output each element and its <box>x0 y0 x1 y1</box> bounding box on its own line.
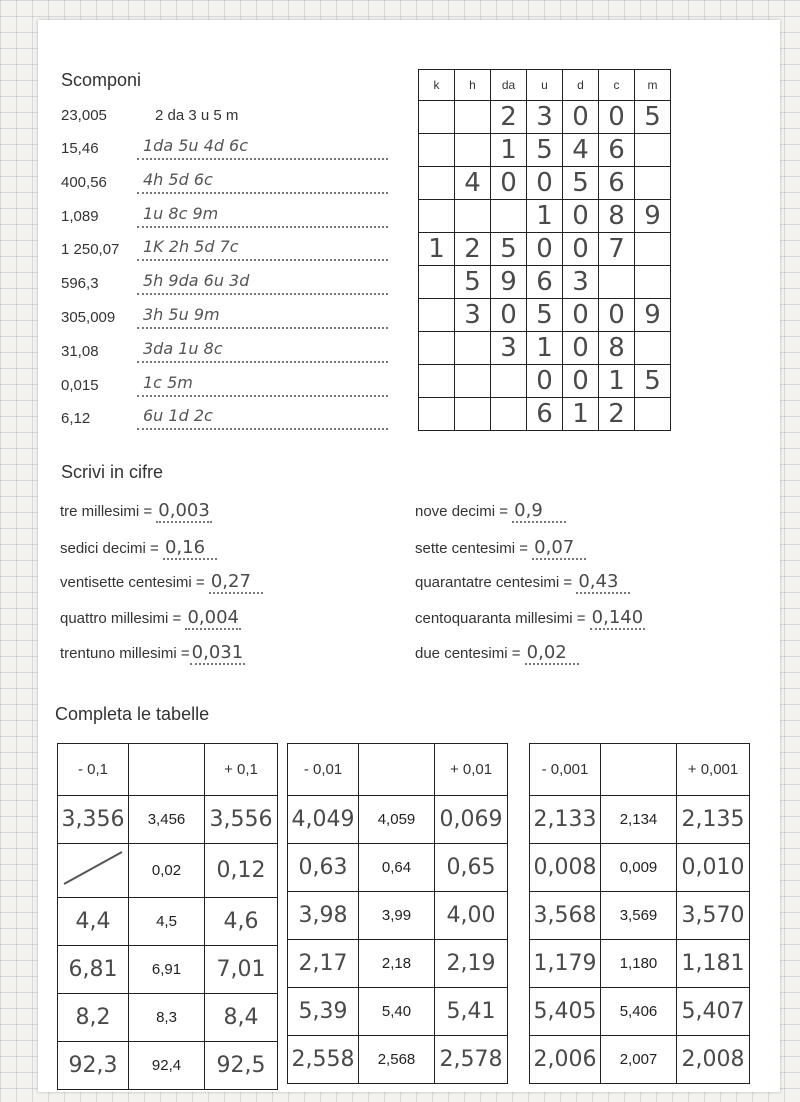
blank-header <box>601 744 677 796</box>
write-label: centoquaranta millesimi = <box>415 610 590 627</box>
scrivi-title: Scrivi in cifre <box>61 462 164 482</box>
table-row <box>288 988 508 1036</box>
given-value: 3,569 <box>601 892 677 940</box>
place-digit: 1 <box>527 200 563 233</box>
minus-value: 0,008 <box>530 844 601 892</box>
place-digit: 9 <box>491 266 527 299</box>
plus-value: 1,181 <box>677 940 750 988</box>
table-row <box>58 796 278 844</box>
decompose-number: 6,12 <box>61 410 91 428</box>
write-label: quarantatre centesimi = <box>415 574 577 591</box>
plus-value: 8,4 <box>205 994 278 1042</box>
plus-value: 5,41 <box>435 988 508 1036</box>
decompose-answer: 1c 5m <box>137 373 388 397</box>
write-left-row <box>60 571 263 594</box>
place-header-d: d <box>563 70 599 101</box>
table-row <box>58 994 278 1042</box>
place-digit: 0 <box>527 233 563 266</box>
place-row <box>419 299 671 332</box>
place-digit: 0 <box>599 101 635 134</box>
plus-value: 0,12 <box>205 844 278 898</box>
place-digit <box>635 134 671 167</box>
plus-value: 0,65 <box>435 844 508 892</box>
place-digit <box>419 134 455 167</box>
minus-value: 0,63 <box>288 844 359 892</box>
place-row <box>419 398 671 431</box>
place-digit <box>491 398 527 431</box>
given-value: 0,009 <box>601 844 677 892</box>
table-row <box>530 1036 750 1084</box>
plus-header: + 0,1 <box>205 744 278 796</box>
minus-value: 2,17 <box>288 940 359 988</box>
place-digit <box>419 299 455 332</box>
place-digit <box>491 200 527 233</box>
table-row <box>530 940 750 988</box>
plus-value: 2,19 <box>435 940 508 988</box>
place-row <box>419 200 671 233</box>
place-digit: 5 <box>455 266 491 299</box>
minus-value: 2,006 <box>530 1036 601 1084</box>
blank-header <box>359 744 435 796</box>
plus-value: 2,008 <box>677 1036 750 1084</box>
given-value: 4,5 <box>129 898 205 946</box>
write-answer: 0,07 <box>532 537 586 560</box>
decompose-number: 596,3 <box>61 275 99 293</box>
minus-value: 2,133 <box>530 796 601 844</box>
given-value: 2,134 <box>601 796 677 844</box>
minus-value: 3,568 <box>530 892 601 940</box>
place-row <box>419 365 671 398</box>
minus-header: - 0,001 <box>530 744 601 796</box>
write-label: nove decimi = <box>415 503 513 520</box>
given-value: 1,180 <box>601 940 677 988</box>
place-digit: 3 <box>527 101 563 134</box>
minus-value: 8,2 <box>58 994 129 1042</box>
write-right-row <box>415 500 566 523</box>
place-header-h: h <box>455 70 491 101</box>
place-digit <box>455 101 491 134</box>
place-digit <box>419 167 455 200</box>
write-right-row <box>415 571 630 594</box>
write-label: due centesimi = <box>415 645 525 662</box>
decompose-answer: 4h 5d 6c <box>137 170 388 194</box>
decompose-number: 31,08 <box>61 342 99 360</box>
minus-value: 5,405 <box>530 988 601 1036</box>
minus-value: 3,98 <box>288 892 359 940</box>
plus-value: 2,135 <box>677 796 750 844</box>
decompose-answer: 3da 1u 8c <box>137 339 388 363</box>
place-digit: 2 <box>455 233 491 266</box>
place-digit <box>419 365 455 398</box>
minus-value: 4,4 <box>58 898 129 946</box>
place-digit: 0 <box>599 299 635 332</box>
table-row <box>288 892 508 940</box>
place-digit: 0 <box>563 299 599 332</box>
write-answer: 0,9 <box>512 500 566 523</box>
decompose-answer: 3h 5u 9m <box>137 305 388 329</box>
given-value: 2,568 <box>359 1036 435 1084</box>
place-row <box>419 167 671 200</box>
minus-value: 6,81 <box>58 946 129 994</box>
write-label: trentuno millesimi = <box>60 645 190 662</box>
minus-value <box>58 844 129 898</box>
plus-value: 3,570 <box>677 892 750 940</box>
plus-value: 5,407 <box>677 988 750 1036</box>
place-header-da: da <box>491 70 527 101</box>
place-digit: 3 <box>491 332 527 365</box>
place-digit: 1 <box>563 398 599 431</box>
table-row <box>58 946 278 994</box>
place-digit <box>455 200 491 233</box>
completa-title: Completa le tabelle <box>55 704 210 724</box>
example-number: 23,005 <box>61 107 107 124</box>
decompose-answer: 6u 1d 2c <box>137 406 388 430</box>
plus-value: 0,069 <box>435 796 508 844</box>
place-digit <box>419 398 455 431</box>
write-right-row <box>415 607 645 630</box>
place-value-table <box>418 69 671 431</box>
write-right-row <box>415 642 579 665</box>
place-digit: 9 <box>635 299 671 332</box>
place-digit: 1 <box>527 332 563 365</box>
place-digit: 1 <box>419 233 455 266</box>
given-value: 0,64 <box>359 844 435 892</box>
write-answer: 0,004 <box>187 607 239 628</box>
place-row <box>419 134 671 167</box>
write-label: ventisette centesimi = <box>60 574 209 591</box>
place-digit: 5 <box>527 134 563 167</box>
place-digit: 6 <box>527 398 563 431</box>
place-digit <box>635 398 671 431</box>
blank-header <box>129 744 205 796</box>
given-value: 3,99 <box>359 892 435 940</box>
plus-value: 4,00 <box>435 892 508 940</box>
given-value: 2,18 <box>359 940 435 988</box>
decompose-number: 0,015 <box>61 376 99 394</box>
place-header-u: u <box>527 70 563 101</box>
place-digit <box>419 101 455 134</box>
table-row <box>288 940 508 988</box>
place-digit: 0 <box>491 167 527 200</box>
plus-value: 4,6 <box>205 898 278 946</box>
place-digit: 4 <box>563 134 599 167</box>
place-row <box>419 332 671 365</box>
given-value: 6,91 <box>129 946 205 994</box>
plus-value: 2,578 <box>435 1036 508 1084</box>
write-answer: 0,16 <box>163 537 217 560</box>
place-digit: 0 <box>527 167 563 200</box>
add-subtract-table <box>57 743 278 1090</box>
place-digit: 5 <box>491 233 527 266</box>
write-answer: 0,27 <box>209 571 263 594</box>
place-digit: 5 <box>563 167 599 200</box>
table-row <box>58 1042 278 1090</box>
write-label: sedici decimi = <box>60 540 163 557</box>
decompose-number: 15,46 <box>61 140 99 157</box>
place-digit: 2 <box>599 398 635 431</box>
write-answer: 0,43 <box>576 571 630 594</box>
place-digit: 5 <box>635 101 671 134</box>
write-left-row <box>60 642 245 665</box>
plus-header: + 0,001 <box>677 744 750 796</box>
given-value: 92,4 <box>129 1042 205 1090</box>
minus-value: 3,356 <box>58 796 129 844</box>
place-digit: 3 <box>563 266 599 299</box>
place-digit: 0 <box>563 233 599 266</box>
scomponi-title: Scomponi <box>61 70 142 90</box>
write-right-row <box>415 537 586 560</box>
place-digit: 1 <box>491 134 527 167</box>
place-digit: 8 <box>599 332 635 365</box>
plus-value: 7,01 <box>205 946 278 994</box>
place-digit: 6 <box>599 167 635 200</box>
write-label: quattro millesimi = <box>60 610 186 627</box>
table-row <box>288 1036 508 1084</box>
plus-value: 3,556 <box>205 796 278 844</box>
decompose-answer: 5h 9da 6u 3d <box>137 271 388 295</box>
given-value: 8,3 <box>129 994 205 1042</box>
place-digit <box>455 398 491 431</box>
write-answer: 0,02 <box>525 642 579 665</box>
table-row <box>530 844 750 892</box>
given-value: 3,456 <box>129 796 205 844</box>
place-digit <box>635 266 671 299</box>
minus-header: - 0,01 <box>288 744 359 796</box>
write-answer: 0,031 <box>191 642 244 663</box>
decompose-number: 1 250,07 <box>61 241 120 259</box>
minus-header: - 0,1 <box>58 744 129 796</box>
given-value: 5,40 <box>359 988 435 1036</box>
place-row <box>419 233 671 266</box>
place-row <box>419 101 671 134</box>
minus-value: 1,179 <box>530 940 601 988</box>
write-answer: 0,140 <box>591 607 644 628</box>
place-digit: 0 <box>563 200 599 233</box>
decompose-number: 400,56 <box>61 173 107 191</box>
place-digit: 0 <box>563 332 599 365</box>
plus-value: 0,010 <box>677 844 750 892</box>
place-digit: 5 <box>527 299 563 332</box>
place-digit: 0 <box>563 365 599 398</box>
place-digit <box>599 266 635 299</box>
place-digit <box>635 233 671 266</box>
place-digit <box>419 266 455 299</box>
plus-value: 92,5 <box>205 1042 278 1090</box>
place-digit: 3 <box>455 299 491 332</box>
place-digit <box>635 332 671 365</box>
place-digit <box>455 365 491 398</box>
given-value: 4,059 <box>359 796 435 844</box>
place-digit: 6 <box>599 134 635 167</box>
place-row <box>419 266 671 299</box>
given-value: 0,02 <box>129 844 205 898</box>
table-row <box>530 796 750 844</box>
write-left-row <box>60 500 212 523</box>
write-answer: 0,003 <box>158 500 210 521</box>
place-digit: 2 <box>491 101 527 134</box>
place-digit <box>635 167 671 200</box>
place-digit: 0 <box>491 299 527 332</box>
place-digit <box>419 332 455 365</box>
place-digit: 7 <box>599 233 635 266</box>
decompose-answer: 1da 5u 4d 6c <box>137 136 388 160</box>
decompose-number: 305,009 <box>61 309 116 326</box>
table-row <box>58 844 278 898</box>
add-subtract-table <box>287 743 508 1084</box>
place-digit <box>455 332 491 365</box>
write-left-row <box>60 607 241 630</box>
place-digit: 1 <box>599 365 635 398</box>
minus-value: 2,558 <box>288 1036 359 1084</box>
example-answer: 2 da 3 u 5 m <box>155 107 239 124</box>
place-digit <box>419 200 455 233</box>
given-value: 2,007 <box>601 1036 677 1084</box>
table-row <box>288 844 508 892</box>
table-row <box>288 796 508 844</box>
place-digit <box>491 365 527 398</box>
crossed-out-mark <box>58 844 128 891</box>
given-value: 5,406 <box>601 988 677 1036</box>
table-row <box>58 898 278 946</box>
minus-value: 5,39 <box>288 988 359 1036</box>
add-subtract-table <box>529 743 750 1084</box>
place-header-c: c <box>599 70 635 101</box>
minus-value: 92,3 <box>58 1042 129 1090</box>
place-digit: 6 <box>527 266 563 299</box>
place-digit: 0 <box>527 365 563 398</box>
place-header-k: k <box>419 70 455 101</box>
minus-value: 4,049 <box>288 796 359 844</box>
decompose-answer: 1K 2h 5d 7c <box>137 237 388 261</box>
table-row <box>530 892 750 940</box>
place-digit: 4 <box>455 167 491 200</box>
place-digit <box>455 134 491 167</box>
place-digit: 5 <box>635 365 671 398</box>
write-label: sette centesimi = <box>415 540 533 557</box>
place-digit: 9 <box>635 200 671 233</box>
place-header-m: m <box>635 70 671 101</box>
place-digit: 8 <box>599 200 635 233</box>
decompose-answer: 1u 8c 9m <box>137 204 388 228</box>
plus-header: + 0,01 <box>435 744 508 796</box>
write-label: tre millesimi = <box>60 503 157 520</box>
table-row <box>530 988 750 1036</box>
place-digit: 0 <box>563 101 599 134</box>
write-left-row <box>60 537 217 560</box>
decompose-number: 1,089 <box>61 207 99 225</box>
